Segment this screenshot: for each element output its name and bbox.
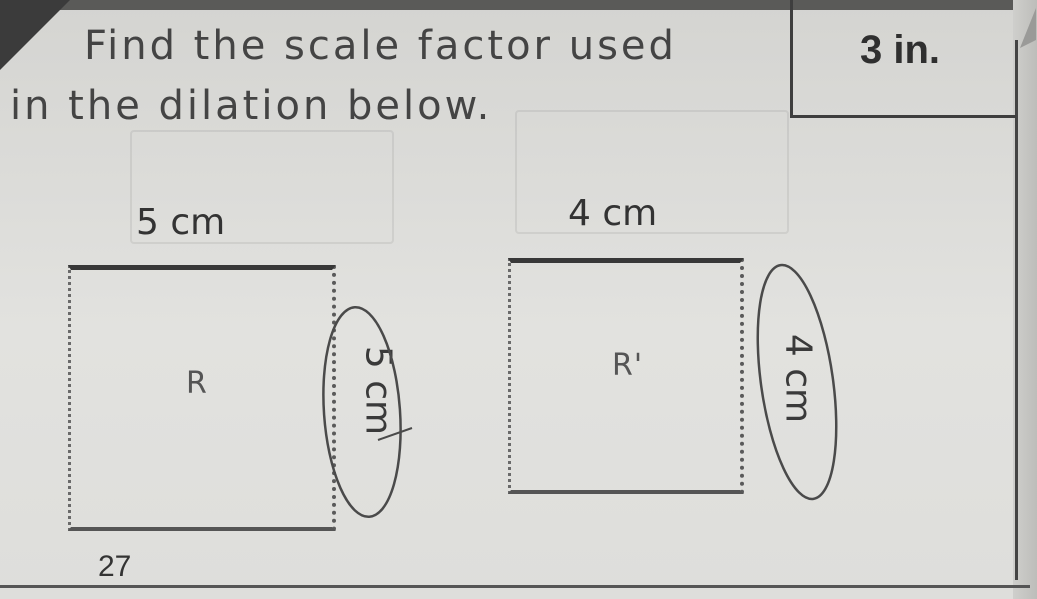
original-figure-name: R (186, 366, 208, 401)
pen-stroke (378, 428, 412, 440)
original-top-label: 5 cm (136, 202, 226, 243)
circle-mark-original (317, 305, 407, 520)
image-side-label: 4 cm (777, 333, 819, 424)
page-tab-shape (1020, 8, 1036, 48)
original-side-label: 5 cm (357, 345, 399, 436)
handwritten-answer: 3 in. (860, 28, 941, 72)
image-figure-name: R' (612, 348, 644, 383)
image-top-label: 4 cm (568, 193, 658, 234)
page-number: 27 (98, 550, 132, 583)
question-line-1: Find the scale factor used (84, 23, 677, 69)
circle-mark-image (745, 260, 849, 504)
question-line-2: in the dilation below. (10, 83, 493, 129)
